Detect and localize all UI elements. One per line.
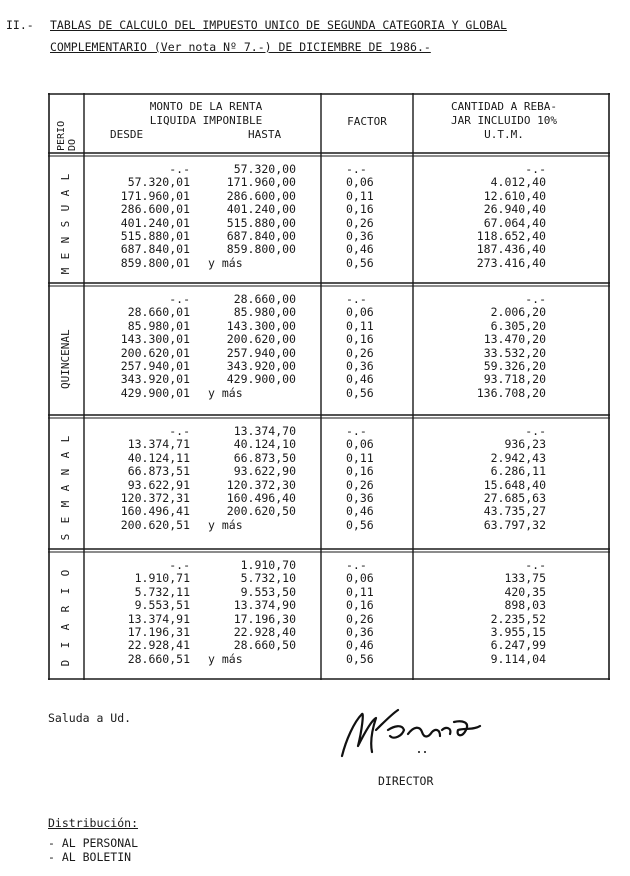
cell-hasta: 429.900,00	[226, 372, 296, 387]
cell-hasta: 171.960,00	[226, 175, 296, 190]
cell-factor: 0,56	[346, 385, 374, 400]
header-periodo-label: PERIO DO	[56, 120, 78, 151]
cell-cantidad: -.-	[525, 292, 546, 306]
cell-desde: 57.320,01	[127, 175, 190, 190]
cell-hasta: y más	[208, 651, 243, 666]
distribution-item: - AL BOLETIN	[48, 850, 132, 864]
cell-desde: 28.660,51	[127, 651, 190, 666]
cell-desde: 429.900,01	[120, 385, 190, 400]
heading-title-line-2: COMPLEMENTARIO (Ver nota Nº 7.-) DE DICIEMBRE DE 1986.-	[50, 40, 431, 54]
cell-factor: 0,36	[346, 229, 374, 243]
cell-cantidad: 133,75	[504, 571, 546, 586]
header-cantidad-line-1: CANTIDAD A REBA-	[451, 100, 557, 113]
cell-cantidad: 93.718,20	[483, 372, 546, 387]
cell-cantidad: 2.006,20	[490, 305, 546, 320]
cell-cantidad: 420,35	[504, 584, 546, 599]
cell-factor: 0,26	[346, 345, 374, 360]
cell-desde: 13.374,71	[127, 437, 190, 452]
cell-desde: 66.873,51	[127, 464, 190, 479]
header-cantidad	[414, 100, 594, 142]
cell-hasta: 687.840,00	[226, 229, 296, 243]
cell-desde: 143.300,01	[120, 332, 190, 347]
cell-desde: 22.928,41	[127, 638, 190, 653]
cell-factor: 0,16	[346, 202, 374, 217]
director-label: DIRECTOR	[378, 774, 434, 788]
cell-hasta: 286.600,00	[226, 188, 296, 203]
cell-cantidad: 59.326,20	[483, 359, 546, 373]
distribution-list	[48, 836, 138, 864]
cell-factor: 0,26	[346, 477, 374, 492]
cell-factor: 0,36	[346, 359, 374, 373]
cell-cantidad: 63.797,32	[483, 517, 546, 532]
cell-desde: 93.622,91	[127, 477, 190, 492]
header-monto-line-2: LIQUIDA IMPONIBLE	[149, 114, 263, 127]
cell-desde: 1.910,71	[134, 571, 190, 586]
cell-cantidad: 12.610,40	[483, 188, 546, 203]
cell-desde: 17.196,31	[127, 625, 190, 639]
cell-hasta: 66.873,50	[233, 450, 296, 465]
cell-desde: 515.880,01	[120, 229, 190, 243]
cell-desde: 9.553,51	[134, 598, 190, 613]
cell-hasta: 9.553,50	[240, 584, 296, 599]
distribution-item: - AL PERSONAL	[48, 836, 139, 850]
cell-factor: 0,26	[346, 611, 374, 626]
cell-desde: 859.800,01	[120, 255, 190, 270]
cell-desde: 200.620,51	[120, 517, 190, 532]
cell-hasta: 1.910,70	[240, 558, 296, 572]
cell-desde: 343.920,01	[120, 372, 190, 387]
cell-factor: -.-	[346, 162, 367, 176]
cell-cantidad: 33.532,20	[483, 345, 546, 360]
cell-desde: 401.240,01	[120, 215, 190, 230]
cell-factor: 0,16	[346, 332, 374, 347]
cell-factor: 0,11	[346, 188, 374, 203]
cell-hasta: 343.920,00	[226, 359, 296, 373]
cell-factor: 0,06	[346, 175, 374, 190]
cell-desde: 13.374,91	[127, 611, 190, 626]
cell-hasta: 57.320,00	[233, 162, 296, 176]
signature-icon	[332, 700, 492, 774]
cell-cantidad: 6.305,20	[490, 318, 546, 333]
cell-cantidad: 6.247,99	[490, 638, 546, 653]
cell-hasta: 515.880,00	[226, 215, 296, 230]
cell-hasta: 200.620,00	[226, 332, 296, 347]
cell-cantidad: 898,03	[504, 598, 546, 613]
cell-desde: 687.840,01	[120, 242, 190, 257]
cell-factor: 0,11	[346, 450, 374, 465]
cell-desde: -.-	[169, 162, 190, 176]
cell-hasta: y más	[208, 517, 243, 532]
cell-factor: 0,56	[346, 517, 374, 532]
cell-hasta: 160.496,40	[226, 491, 296, 505]
cell-hasta: 85.980,00	[233, 305, 296, 320]
header-desde: DESDE	[110, 128, 144, 141]
cell-factor: 0,16	[346, 464, 374, 479]
closing-greeting: Saluda a Ud.	[48, 711, 132, 725]
cell-desde: 40.124,11	[127, 450, 190, 465]
cell-desde: -.-	[169, 292, 190, 306]
header-factor: FACTOR	[347, 115, 387, 128]
header-cantidad-line-3: U.T.M.	[484, 128, 524, 141]
cell-factor: 0,36	[346, 491, 374, 505]
cell-hasta: 22.928,40	[233, 625, 296, 639]
heading-line-1	[6, 14, 507, 36]
cell-factor: -.-	[346, 424, 367, 438]
cell-desde: 200.620,01	[120, 345, 190, 360]
cell-hasta: 143.300,00	[226, 318, 296, 333]
cell-factor: 0,26	[346, 215, 374, 230]
cell-hasta: 17.196,30	[233, 611, 296, 626]
header-monto	[88, 100, 324, 128]
cell-desde: 257.940,01	[120, 359, 190, 373]
cell-desde: -.-	[169, 558, 190, 572]
cell-cantidad: 136.708,20	[476, 385, 546, 400]
header-hasta: HASTA	[248, 128, 282, 141]
header-periodo	[56, 93, 76, 153]
cell-desde: 160.496,41	[120, 504, 190, 519]
cell-factor: 0,06	[346, 571, 374, 586]
cell-desde: 85.980,01	[127, 318, 190, 333]
cell-cantidad: 27.685,63	[483, 491, 546, 505]
cell-hasta: 93.622,90	[233, 464, 296, 479]
cell-cantidad: 118.652,40	[476, 229, 546, 243]
cell-cantidad: 67.064,40	[483, 215, 546, 230]
cell-factor: -.-	[346, 292, 367, 306]
cell-cantidad: 13.470,20	[483, 332, 546, 347]
cell-desde: 120.372,31	[120, 491, 190, 505]
cell-cantidad: 2.235,52	[490, 611, 546, 626]
cell-factor: 0,11	[346, 318, 374, 333]
header-cantidad-line-2: JAR INCLUIDO 10%	[451, 114, 557, 127]
cell-hasta: y más	[208, 255, 243, 270]
section-number: II.-	[6, 18, 34, 32]
cell-hasta: 859.800,00	[226, 242, 296, 257]
cell-desde: 286.600,01	[120, 202, 190, 217]
cell-hasta: 401.240,00	[226, 202, 296, 217]
cell-cantidad: -.-	[525, 162, 546, 176]
cell-factor: 0,06	[346, 305, 374, 320]
cell-hasta: 120.372,30	[226, 477, 296, 492]
cell-cantidad: 4.012,40	[490, 175, 546, 190]
cell-factor: -.-	[346, 558, 367, 572]
cell-desde: -.-	[169, 424, 190, 438]
cell-cantidad: 43.735,27	[483, 504, 546, 519]
cell-factor: 0,46	[346, 372, 374, 387]
cell-cantidad: 6.286,11	[490, 464, 546, 479]
cell-factor: 0,46	[346, 504, 374, 519]
cell-cantidad: 15.648,40	[483, 477, 546, 492]
cell-cantidad: 936,23	[504, 437, 546, 452]
cell-factor: 0,56	[346, 255, 374, 270]
cell-factor: 0,16	[346, 598, 374, 613]
cell-factor: 0,36	[346, 625, 374, 639]
cell-hasta: 257.940,00	[226, 345, 296, 360]
period-label: QUINCENAL	[59, 329, 72, 389]
cell-cantidad: 187.436,40	[476, 242, 546, 257]
cell-desde: 171.960,01	[120, 188, 190, 203]
cell-hasta: 13.374,90	[233, 598, 296, 613]
cell-desde: 28.660,01	[127, 305, 190, 320]
cell-cantidad: -.-	[525, 558, 546, 572]
cell-hasta: 28.660,50	[233, 638, 296, 653]
cell-hasta: y más	[208, 385, 243, 400]
cell-desde: 5.732,11	[134, 584, 190, 599]
header-monto-line-1: MONTO DE LA RENTA	[149, 100, 263, 113]
cell-hasta: 28.660,00	[233, 292, 296, 306]
distribution-title: Distribución:	[48, 816, 139, 830]
cell-hasta: 40.124,10	[233, 437, 296, 452]
cell-cantidad: 273.416,40	[476, 255, 546, 270]
heading-title-line-1: TABLAS DE CALCULO DEL IMPUESTO UNICO DE SEGUNDA CATEGORIA Y GLOBAL	[50, 18, 507, 32]
cell-factor: 0,56	[346, 651, 374, 666]
cell-factor: 0,06	[346, 437, 374, 452]
cell-hasta: 200.620,50	[226, 504, 296, 519]
cell-hasta: 5.732,10	[240, 571, 296, 586]
tax-table: PERIO DO MONTO DE LA RENTA LIQUIDA IMPONIBLE DESDE HASTA FACTOR CANTIDAD A REBA- JAR INCLUIDO 10% U.T.M. L A U S N E M -.- 57.320,00 -.- -.- 57.320,01 171.960,00 0,06 4.012,40 171.960,01 286.600,00 0,11 12.610,40 286.600,01 401.240,00 0,16 26.940,40 401.240,01 515.880,00 0,26 67.064,40 515.880,01 687.840,00 0,36 118.652,40 687.840,01 859.800,00 0,46 187.436,40 859.800,01 y más 0,56 273.416,40 QUINCENAL -.- 28.660,00 -.- -.- 28.660,01 85.980,00 0,06 2.006,20 85.980,01 143.300,00 0,11 6.305,20 143.300,01 200.620,00 0,16 13.470,20 200.620,01 257.940,00 0,26 33.532,20 257.940,01 343.920,00 0,36 59.326,20 343.920,01 429.900,00 0,46 93.718,20 429.900,01 y más 0,56 136.708,20 L A N A M E S -.- 13.374,70 -.- -.- 13.374,71 40.124,10 0,06 936,23 40.124,11 66.873,50 0,11 2.942,43 66.873,51 93.622,90 0,16 6.286,11 93.622,91 120.372,30 0,26 15.648,40 120.372,31 160.496,40 0,36 27.685,63 160.496,41 200.620,50 0,46 43.735,27 200.620,51 y más 0,56 63.797,32 O I R A I D -.- 1.910,70 -.- -.- 1.910,71 5.732,10 0,06 133,75 5.732,11 9.553,50 0,11 420,35 9.553,51 13.374,90 0,16 898,03 13.374,91 17.196,30 0,26 2.235,52 17.196,31 22.928,40 0,36 3.955,15 22.928,41 28.660,50 0,46 6.247,99 28.660,51 y más 0,56 9.114,04	[48, 93, 610, 680]
cell-cantidad: 2.942,43	[490, 450, 546, 465]
cell-cantidad: -.-	[525, 424, 546, 438]
cell-factor: 0,46	[346, 242, 374, 257]
cell-cantidad: 26.940,40	[483, 202, 546, 217]
cell-hasta: 13.374,70	[233, 424, 296, 438]
cell-factor: 0,46	[346, 638, 374, 653]
cell-cantidad: 9.114,04	[490, 651, 546, 666]
cell-cantidad: 3.955,15	[490, 625, 546, 639]
cell-factor: 0,11	[346, 584, 374, 599]
